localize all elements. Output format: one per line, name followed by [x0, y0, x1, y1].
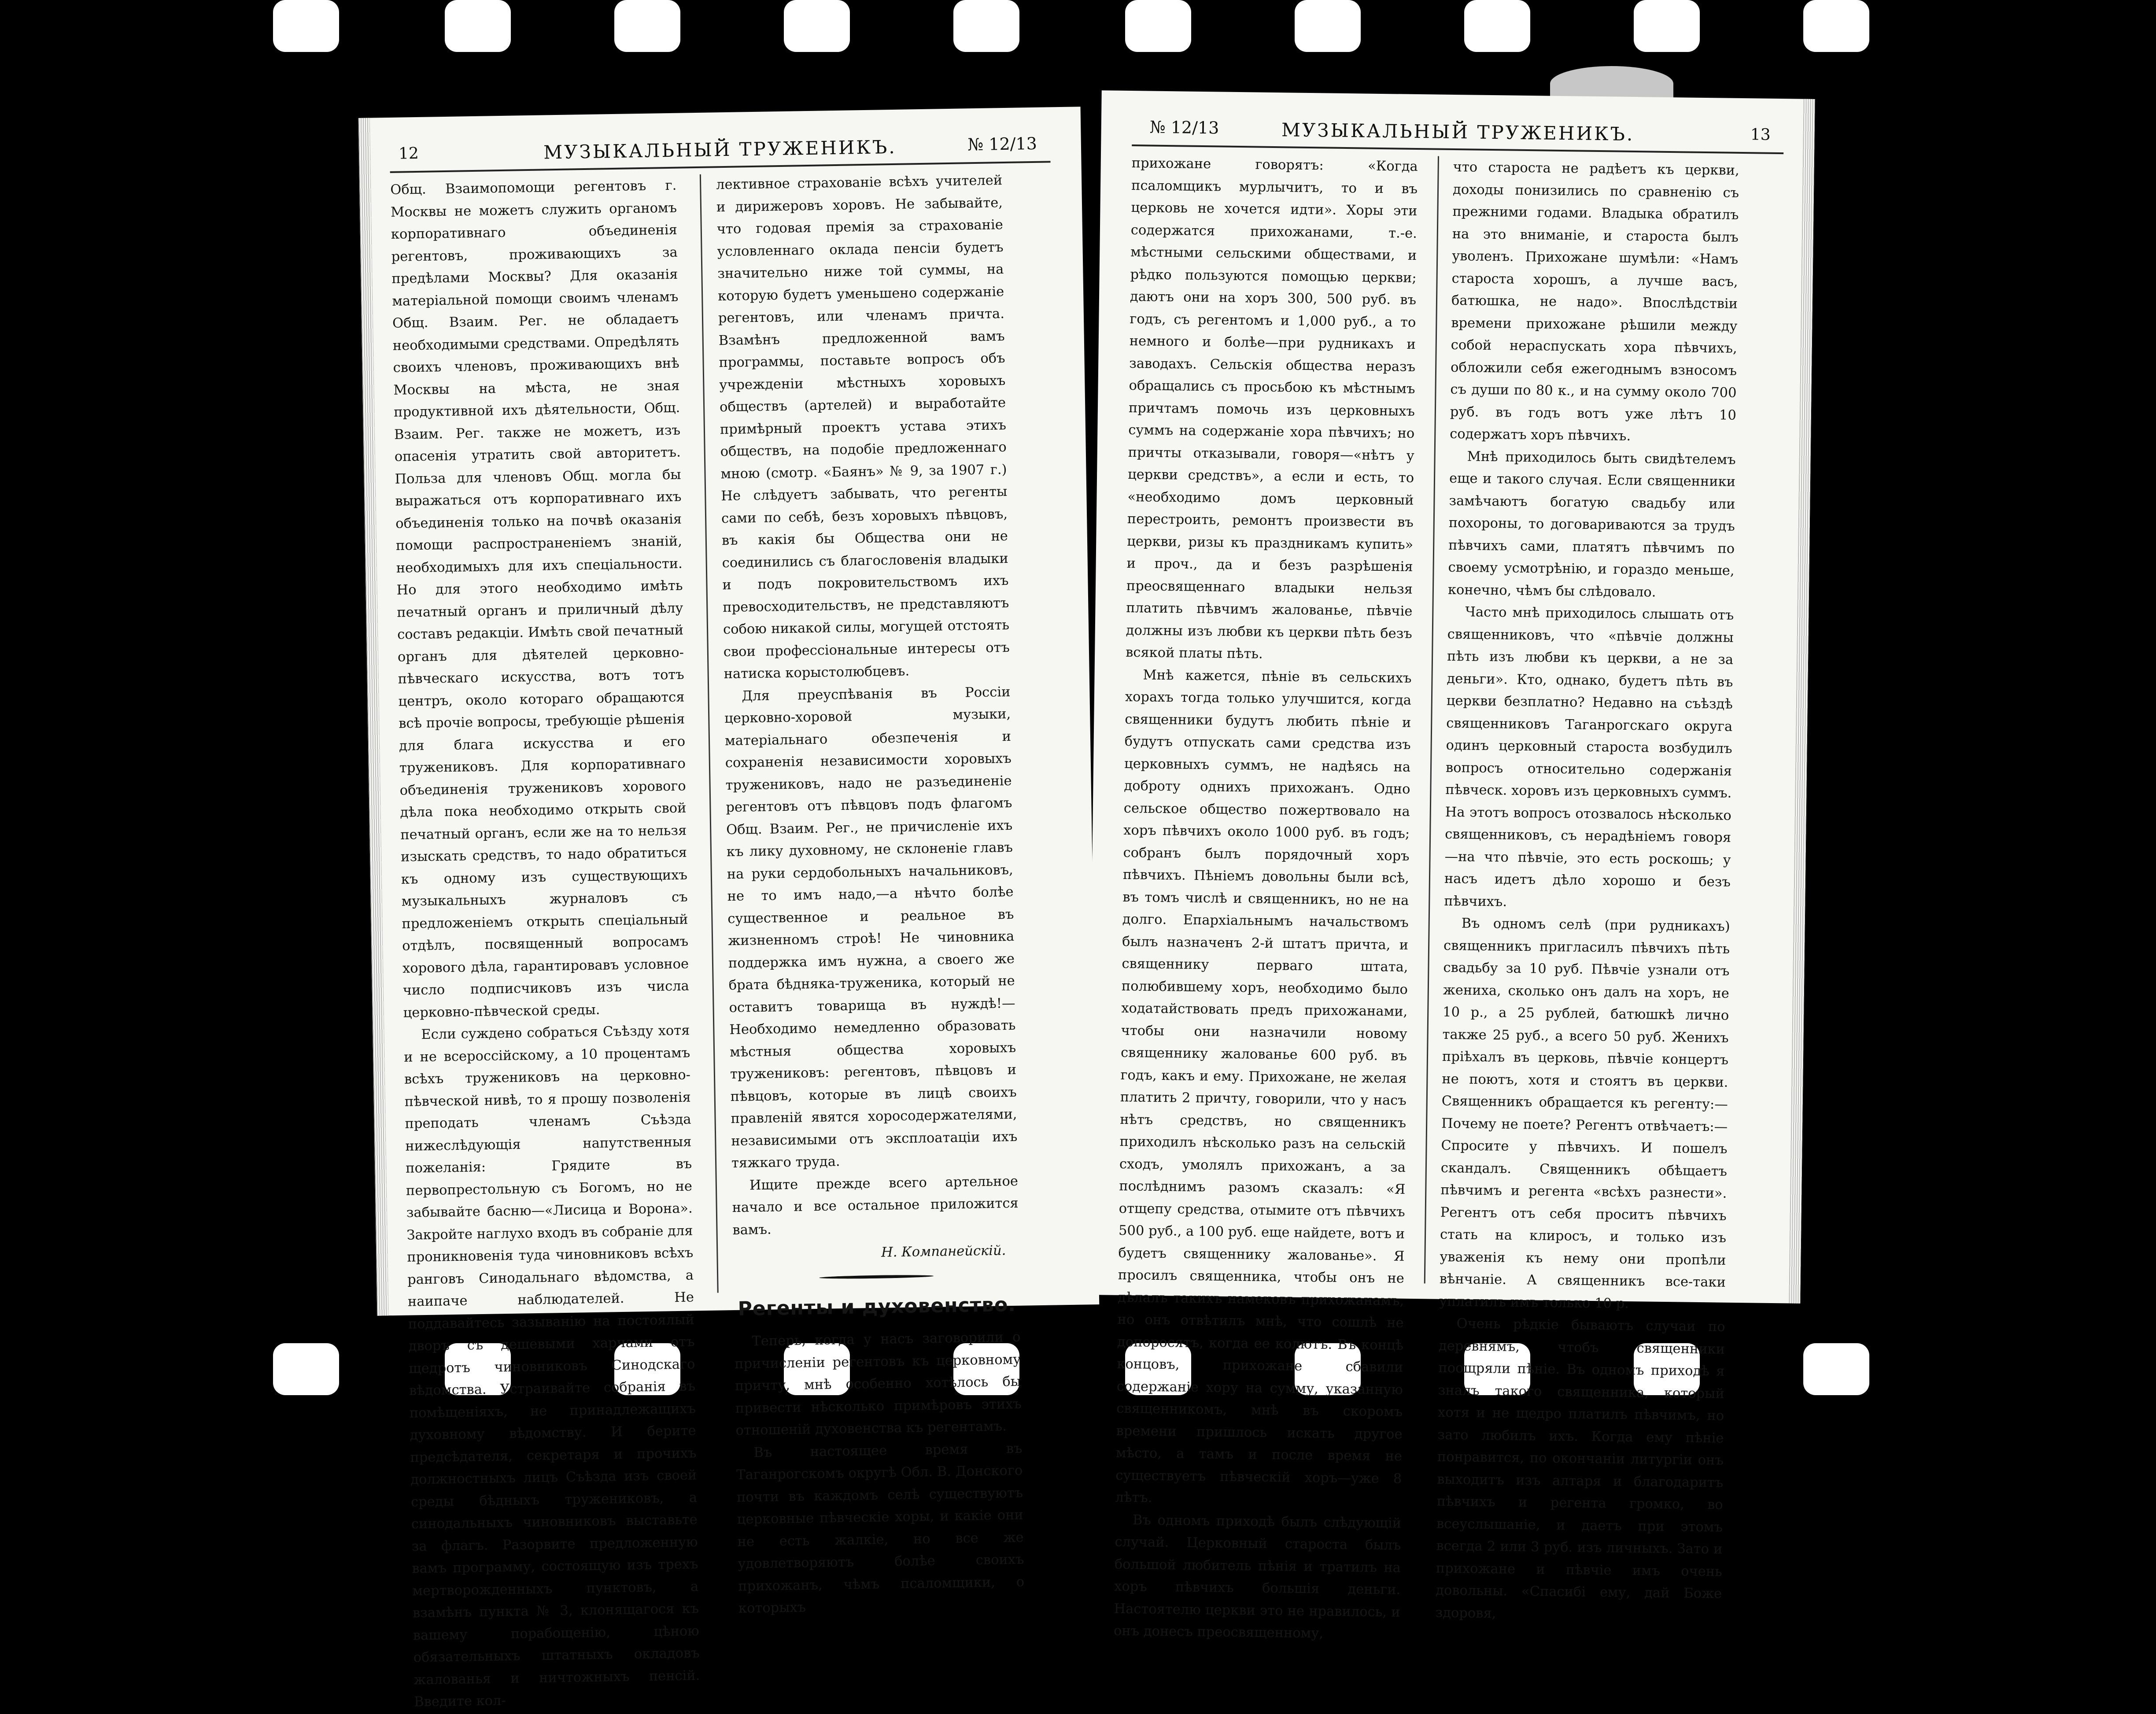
- article-title: Регенты и духовенство.: [738, 1293, 1016, 1320]
- paragraph: что староста не радѣетъ къ церкви, доходы понизились по сравненію съ прежними годами. Владыка обратилъ на это вниманіе, и староста былъ уволенъ. Прихожане шумѣли: «Намъ староста хорошъ, а лучше васъ, батюшка, не надо». Впослѣдствіи времени прихожане рѣшили между собой нераспускать хора пѣвчихъ, обложили себя ежегоднымъ взносомъ съ души по 80 к., и на сумму около 700 руб. въ годъ вотъ уже лѣтъ 10 содержатъ хоръ пѣвчихъ.: [1450, 159, 1739, 444]
- column-divider: [700, 174, 719, 1293]
- column-right-1: [1114, 152, 1418, 1646]
- paragraph: Мнѣ кажется, пѣніе въ сельскихъ хорахъ тогда только улучшится, когда священники будутъ любить пѣніе и будутъ отпускать сами средства изъ церковныхъ суммъ, не надѣясь на доброту однихъ прихожанъ. Одно сельское общество пожертвовало на хоръ пѣвчихъ около 1000 руб. въ годъ; собранъ былъ порядочный хоръ пѣвчихъ. Пѣніемъ довольны были всѣ, въ томъ числѣ и священникъ, но не на долго. Епархіальнымъ начальствомъ былъ назначенъ 2-й штатъ причта, и священнику перваго штата, полюбившему хоръ, необходимо было ходатайствовать предъ прихожанами, чтобы они назначили новому священнику жалованье 600 руб. въ годъ, какъ и ему. Прихожане, не желая платить 2 причту, говорили, что у насъ нѣтъ средствъ, но священникъ приходилъ нѣсколько разъ на сельскій сходъ, умолялъ прихожанъ, а за послѣднимъ разомъ сказалъ: «Я отщепу средства, отымите отъ пѣвчихъ 500 руб., а 100 руб. еще найдете, вотъ и будетъ священнику жалованье». Я просилъ священника, чтобы онъ не дѣлалъ такихъ намековъ прихожанамъ, но онъ отвѣтилъ мнѣ, что сошлѣ не допоросятъ, когда ее колютъ. Въ концѣ концовъ, прихожане сбавили содержаніе хору на сумму, указанную священникомъ, мнѣ въ скоромъ времени пришлось искать другое мѣсто, а тамъ и после время не существуетъ пѣвческій хоръ—уже 8 лѣтъ.: [1115, 667, 1412, 1506]
- paragraph: Мнѣ приходилось быть свидѣтелемъ еще и такого случая. Если священники замѣчаютъ богатую свадьбу или похороны, то договариваются за трудъ пѣвчихъ сами, платятъ пѣвчимъ по своему усмотрѣнію, и гораздо меньше, конечно, чѣмъ бы слѣдовало.: [1447, 448, 1736, 600]
- issue-number: № 12/13: [1149, 117, 1219, 138]
- masthead: МУЗЫКАЛЬНЫЙ ТРУЖЕНИКЪ.: [543, 136, 897, 163]
- paragraph: Въ одномъ селѣ (при рудникахъ) священникъ пригласилъ пѣвчихъ пѣть свадьбу за 10 руб. Пѣвчіе узнали отъ жениха, сколько онъ далъ на хоръ, не 10 р., а 25 рублей, батюшкѣ лично также 25 руб., а всего 50 руб. Женихъ пріѣхалъ въ церковь, пѣвчіе концертъ не поютъ, хотя и стоятъ въ церкви. Священникъ обращается къ регенту:—Почему не поете? Регентъ отвѣчаетъ:—Спросите у пѣвчихъ. И пошелъ скандалъ. Священникъ обѣщаетъ пѣвчимъ и регента «всѣхъ разнести». Регентъ отъ себя проситъ пѣвчихъ стать на клиросъ, и только изъ уваженія къ нему они пропѣли вѣнчаніе. А священникъ все-таки уплатилъ имъ только 10 р.: [1439, 916, 1730, 1311]
- column-left-1: [390, 175, 701, 1714]
- paragraph: Для преуспѣванія въ Россіи церковно-хоровой музыки, матеріальнаго обезпеченія и сохраненія независимости хоровыхъ тружениковъ, надо не разъединеніе регентовъ отъ пѣвцовъ подъ флагомъ Общ. Взаим. Рег., не причисленіе ихъ къ лику духовному, не склоненіе главъ на руки сердобольныхъ начальниковъ, не то имъ надо,—а нѣчто болѣе существенное и реальное въ жизненномъ строѣ! Не чиновника поддержка имъ нужна, а своего же брата бѣдняка-труженика, который не оставитъ товарища въ нуждѣ!—Необходимо немедленно образовать мѣстныя общества хоровыхъ тружениковъ: регентовъ, пѣвцовъ и пѣвцовъ, которые въ лицѣ своихъ правленій явятся хоросодержателями, независимыми отъ эксплоатаціи ихъ тяжкаго труда.: [724, 684, 1018, 1171]
- page-number: 13: [1750, 126, 1771, 144]
- running-header: [1132, 114, 1784, 150]
- issue-number: № 12/13: [967, 133, 1037, 155]
- paragraph: лективное страхованіе всѣхъ учителей и дирижеровъ хоровъ. Не забывайте, что годовая премія за страхованіе условленнаго оклада пенсіи будетъ значительно ниже той суммы, на которую будетъ уменьшено содержаніе регентовъ, или членамъ причта. Взамѣнъ предложенной вамъ программы, поставьте вопросъ объ учрежденіи мѣстныхъ хоровыхъ обществъ (артелей) и выработайте примѣрный проектъ устава этихъ обществъ, на подобіе предложеннаго мною (смотр. «Баянъ» № 9, за 1907 г.) Не слѣдуетъ забывать, что регенты сами по себѣ, безъ хоровыхъ пѣвцовъ, въ какія бы Общества они не соединились съ благословенія владыки и подъ покровительствомъ ихъ превосходительствъ, не представляютъ собою никакой силы, могущей отстоять свои профессіональные интересы отъ натиска корыстолюбцевъ.: [716, 173, 1010, 682]
- column-right-2: [1435, 156, 1739, 1628]
- author-signature: Н. Компанейскій.: [881, 1243, 1006, 1260]
- ornamental-divider: [733, 1266, 1020, 1287]
- paragraph: Если суждено собраться Съѣзду хотя и не всероссійскому, а 10 процентамъ всѣхъ тружениковъ на церковно-пѣвческой нивѣ, то я прошу позволенія преподать членамъ Съѣзда нижеслѣдующія напутственныя пожеланія: Грядите въ первопрестольную съ Богомъ, но не забывайте басню—«Лисица и Ворона». Закройте наглухо входъ въ собраніе для проникновенія туда чиновниковъ всѣхъ ранговъ Синодальнаго вѣдомства, а наипаче наблюдателей. Не поддавайтесь зазыванію на постоялый дворъ съ дешевыми харчами отъ щедротъ чиновниковъ Синодскаго вѣдомства. Устраивайте собранія въ помѣщеніяхъ, не принадлежащихъ духовному вѣдомству. И берите предсѣдателя, секретаря и прочихъ должностныхъ лицъ Съѣзда изъ своей среды бѣдныхъ тружениковъ, а синодальныхъ чиновниковъ выставьте за флагъ. Разорвите предложенную вамъ программу, состоящую изъ трехъ мертворожденныхъ пунктовъ, а взамѣнъ пункта № 3, клонящагося къ вашему порабощенію, цѣною обязательныхъ штатныхъ окладовъ жалованья и ничтожныхъ пенсій. Введите кол-: [403, 1023, 700, 1710]
- paragraph: Въ одномъ приходѣ былъ слѣдующій случай. Церковный староста былъ большой любитель пѣнія и тратилъ на хоръ пѣвчихъ большія деньги. Настоятелю церкви это не нравилось, и онъ донесъ преосвященному,: [1113, 1512, 1402, 1641]
- paragraph: Общ. Взаимопомощи регентовъ г. Москвы не можетъ служить органомъ корпоративнаго объединенія регентовъ, проживающихъ за предѣлами Москвы? Для оказанія матеріальной помощи своимъ членамъ Общ. Взаим. Рег. не обладаетъ необходимыми средствами. Опредѣлять своихъ членовъ, проживающихъ внѣ Москвы на мѣста, не зная продуктивной ихъ дѣятельности, Общ. Взаим. Рег. также не можетъ, изъ опасенія утратить свой авторитетъ. Польза для членовъ Общ. могла бы выражаться отъ корпоративнаго ихъ объединенія только на почвѣ оказанія помощи распространеніемъ знаній, необходимыхъ для ихъ спеціальности. Но для этого необходимо имѣть печатный органъ и приличный дѣлу составъ редакціи. Имѣть свой печатный органъ для дѣятелей церковно-пѣвческаго искусства, вотъ тотъ центръ, около котораго обращаются всѣ прочіе вопросы, требующіе рѣшенія для блага искусства и его тружениковъ. Для корпоративнаго объединенія тружениковъ хорового дѣла пока необходимо открыть свой печатный органъ, если же на то нельзя изыскать средствъ, то надо обратиться къ одному изъ существующихъ музыкальныхъ журналовъ съ предложеніемъ открыть спеціальный отдѣлъ, посвященный вопросамъ хорового дѣла, гарантировавъ условное число подписчиковъ изъ числа церковно-пѣвческой среды.: [390, 177, 690, 1021]
- page-edge: [358, 118, 389, 1316]
- paragraph: Часто мнѣ приходилось слышать отъ священниковъ, что «пѣвчіе должны пѣть изъ любви къ церкви, а не за деньги». Кто, однако, будетъ пѣть въ церкви безплатно? Недавно на съѣздѣ священниковъ Таганрогскаго округа одинъ церковный староста возбудилъ вопросъ относительно содержанія пѣвческ. хоровъ изъ церковныхъ суммъ. На этотъ вопросъ отозвалось нѣсколько священниковъ, съ нерадѣніемъ говоря—на что пѣвчіе, это есть роскошь; у насъ идетъ дѣло хорошо и безъ пѣвчихъ.: [1444, 604, 1734, 910]
- right-page: [1087, 90, 1815, 1641]
- left-page: [358, 107, 1100, 1710]
- column-divider: [1424, 156, 1439, 1284]
- page-number: 12: [398, 144, 419, 163]
- paragraph: Теперь, когда у насъ заговорили о причисленіи регентовъ къ церковному причту, мнѣ особенно хотѣлось бы привести нѣсколько примѣровъ этихъ отношеній духовенства къ регентамъ.: [735, 1329, 1022, 1438]
- paragraph: Очень рѣдкіе бываютъ случаи по деревнямъ, чтобъ священники поощряли пѣніе. Въ одномъ приходѣ я зналъ такого священника, который хотя и не щедро платилъ пѣвчимъ, но зато любилъ ихъ. Когда ему пѣніе понравится, по окончаніи литургіи онъ выходитъ изъ алтаря и благодаритъ пѣвчихъ и регента громко, во всеуслышаніе, и даетъ при этомъ всегда 2 или 3 руб. изъ личныхъ. Зато и прихожане и пѣвчіе имъ очень довольны. «Спасибі ему, дай Боже здоровя,: [1435, 1316, 1725, 1621]
- column-left-2: [716, 170, 1025, 1620]
- paragraph: Ищите прежде всего артельное начало и все остальное приложится вамъ.: [732, 1173, 1019, 1238]
- paragraph: прихожане говорятъ: «Когда псаломщикъ мурлычитъ, то и въ церковь не хочется идти». Хоры эти содержатся прихожанами, т.-е. мѣстными сельскими обществами, и рѣдко пользуются помощью церкви; даютъ они на хоръ 300, 500 руб. въ годъ, съ регентомъ и 1,000 руб., а то немного и болѣе—при рудникахъ и заводахъ. Сельскія общества неразъ обращались съ просьбою къ мѣстнымъ причтамъ помочь изъ церковныхъ суммъ на содержаніе хора пѣвчихъ; но причты отказывали, говоря—«нѣтъ у церкви средствъ», а если и есть, то «необходимо домъ церковный перестроить, ремонтъ произвести въ церкви, ризы къ праздникамъ купить» и проч., да и безъ разрѣшенія преосвященнаго владыки нельзя платить пѣвчимъ жалованье, пѣвчіе должны изъ любви къ церкви пѣть безъ всякой платы пѣть.: [1125, 155, 1418, 662]
- page-edge: [1789, 99, 1815, 1304]
- paragraph: Въ настоящее время въ Таганрогскомъ округѣ Обл. В. Донского почти въ каждомъ селѣ существуютъ церковные пѣвческіе хоры, и какіе они не есть жалкіе, но все же удовлетворяютъ болѣе своихъ прихожанъ, чѣмъ псаломщики, о которыхъ: [736, 1441, 1025, 1616]
- masthead: МУЗЫКАЛЬНЫЙ ТРУЖЕНИКЪ.: [1281, 119, 1635, 145]
